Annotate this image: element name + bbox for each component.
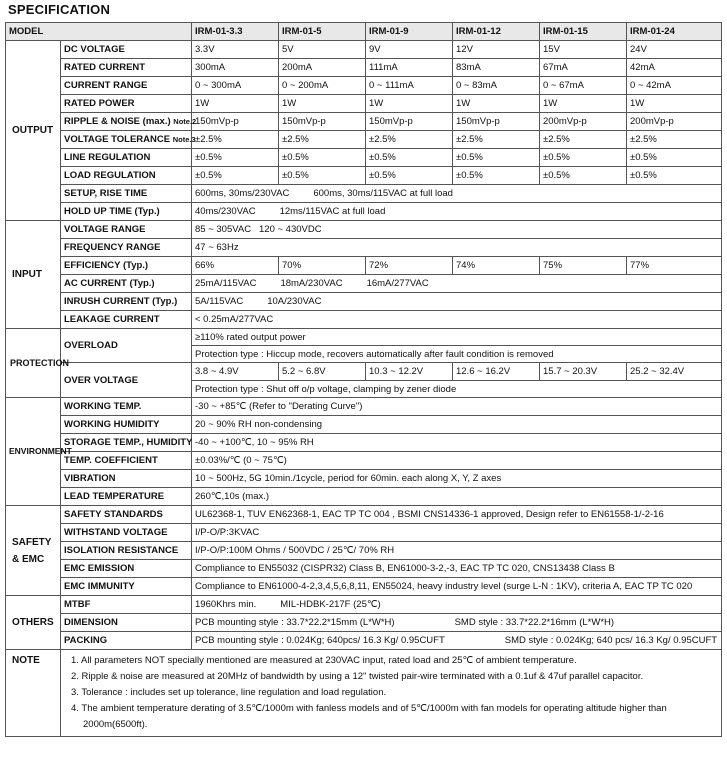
row-setup-rise-time — [6, 185, 722, 203]
spec-label: LOAD REGULATION — [61, 167, 192, 185]
spec-value: 1W — [279, 95, 366, 113]
spec-label: HOLD UP TIME (Typ.) — [61, 203, 192, 221]
row-over-voltage-1 — [6, 363, 722, 381]
row-hold-up-time — [6, 203, 722, 221]
spec-value: 150mVp-p — [192, 113, 279, 131]
row-ripple-noise — [6, 113, 722, 131]
spec-value: 12.6 ~ 16.2V — [453, 363, 540, 381]
spec-value: 5.2 ~ 6.8V — [279, 363, 366, 381]
page-title: SPECIFICATION — [8, 2, 111, 17]
row-leakage-current — [6, 311, 722, 329]
section-safety-emc: SAFETY & EMC — [6, 506, 61, 596]
spec-value: Protection type : Hiccup mode, recovers automatically after fault condition is removed — [192, 346, 722, 363]
spec-value: 1W — [627, 95, 722, 113]
spec-value: 15V — [540, 41, 627, 59]
spec-value: 77% — [627, 257, 722, 275]
spec-label: OVERLOAD — [61, 329, 192, 363]
spec-value-a: 40ms/230VAC — [195, 206, 256, 217]
spec-value: 3.8 ~ 4.9V — [192, 363, 279, 381]
spec-value — [192, 221, 722, 239]
spec-value: 72% — [366, 257, 453, 275]
spec-value: Protection type : Shut off o/p voltage, clamping by zener diode — [192, 381, 722, 398]
spec-value: ±0.5% — [279, 167, 366, 185]
spec-value-a: PCB mounting style : 33.7*22.2*15mm (L*W*H) — [195, 617, 395, 628]
spec-value: 150mVp-p — [453, 113, 540, 131]
spec-label: LEAD TEMPERATURE — [61, 488, 192, 506]
spec-label: PACKING — [61, 632, 192, 650]
spec-value: I/P-O/P:3KVAC — [192, 524, 722, 542]
spec-value-b: 120 ~ 430VDC — [259, 224, 322, 235]
spec-value: 9V — [366, 41, 453, 59]
model-label: MODEL — [6, 23, 192, 41]
spec-value-b: 600ms, 30ms/115VAC at full load — [313, 188, 453, 199]
spec-value: ±2.5% — [540, 131, 627, 149]
spec-value — [192, 203, 722, 221]
spec-value: 75% — [540, 257, 627, 275]
spec-value: ±0.03%/℃ (0 ~ 75℃) — [192, 452, 722, 470]
spec-label: TEMP. COEFFICIENT — [61, 452, 192, 470]
spec-value: 111mA — [366, 59, 453, 77]
spec-value-a: 5A/115VAC — [195, 296, 244, 307]
spec-label: WITHSTAND VOLTAGE — [61, 524, 192, 542]
spec-label — [61, 113, 197, 131]
row-working-temp — [6, 398, 722, 416]
spec-value: 0 ~ 67mA — [540, 77, 627, 95]
spec-value: 74% — [453, 257, 540, 275]
spec-value: 83mA — [453, 59, 540, 77]
spec-value — [192, 632, 722, 650]
spec-label: VIBRATION — [61, 470, 192, 488]
row-inrush-current — [6, 293, 722, 311]
spec-value — [192, 293, 722, 311]
row-line-regulation — [6, 149, 722, 167]
spec-value — [192, 185, 722, 203]
spec-value: ±0.5% — [279, 149, 366, 167]
notes-block — [61, 650, 722, 737]
model-name: IRM-01-15 — [540, 23, 627, 41]
row-dimension — [6, 614, 722, 632]
spec-label: INRUSH CURRENT (Typ.) — [61, 293, 192, 311]
note-item: 3. Tolerance : includes set up tolerance, line regulation and load regulation. — [71, 687, 387, 698]
spec-value: 12V — [453, 41, 540, 59]
spec-value: ±0.5% — [366, 149, 453, 167]
row-lead-temperature — [6, 488, 722, 506]
note-ref: Note.2 — [173, 117, 197, 126]
spec-label: FREQUENCY RANGE — [61, 239, 192, 257]
spec-value: 3.3V — [192, 41, 279, 59]
spec-label: EMC IMMUNITY — [61, 578, 192, 596]
spec-value: 0 ~ 300mA — [192, 77, 279, 95]
spec-label-text: VOLTAGE TOLERANCE — [64, 134, 171, 145]
section-note: NOTE — [6, 650, 61, 737]
spec-value — [192, 596, 722, 614]
spec-value: 150mVp-p — [279, 113, 366, 131]
spec-label: SAFETY STANDARDS — [61, 506, 192, 524]
spec-value: 67mA — [540, 59, 627, 77]
spec-value: 10.3 ~ 12.2V — [366, 363, 453, 381]
spec-value-a: 600ms, 30ms/230VAC — [195, 188, 290, 199]
row-overload-1 — [6, 329, 722, 346]
row-rated-power — [6, 95, 722, 113]
spec-label: CURRENT RANGE — [61, 77, 192, 95]
spec-value: 150mVp-p — [366, 113, 453, 131]
specification-table — [5, 22, 722, 737]
spec-value: ±2.5% — [279, 131, 366, 149]
spec-value: ±2.5% — [192, 131, 279, 149]
spec-value: 1W — [540, 95, 627, 113]
section-input: INPUT — [6, 221, 61, 329]
spec-value — [192, 275, 722, 293]
model-name: IRM-01-3.3 — [192, 23, 279, 41]
spec-value-a: 85 ~ 305VAC — [195, 224, 252, 235]
row-voltage-tolerance — [6, 131, 722, 149]
spec-value: ±0.5% — [453, 167, 540, 185]
spec-label: DIMENSION — [61, 614, 192, 632]
spec-value: I/P-O/P:100M Ohms / 500VDC / 25℃/ 70% RH — [192, 542, 722, 560]
spec-value: < 0.25mA/277VAC — [192, 311, 722, 329]
note-item: 1. All parameters NOT specially mentioned are measured at 230VAC input, rated load and 25℃ of ambient temperature. — [71, 655, 577, 666]
spec-value-b: SMD style : 33.7*22.2*16mm (L*W*H) — [454, 617, 615, 628]
row-efficiency — [6, 257, 722, 275]
spec-label: EMC EMISSION — [61, 560, 192, 578]
section-protection: PROTECTION — [6, 329, 61, 398]
row-ac-current — [6, 275, 722, 293]
model-name: IRM-01-24 — [627, 23, 722, 41]
spec-value: Compliance to EN55032 (CISPR32) Class B, EN61000-3-2,-3, EAC TP TC 020, CNS13438 Class B — [192, 560, 722, 578]
row-frequency-range — [6, 239, 722, 257]
row-emc-immunity — [6, 578, 722, 596]
spec-value: 10 ~ 500Hz, 5G 10min./1cycle, period for 60min. each along X, Y, Z axes — [192, 470, 722, 488]
row-packing — [6, 632, 722, 650]
spec-label: SETUP, RISE TIME — [61, 185, 192, 203]
spec-value-b: 18mA/230VAC — [280, 278, 343, 289]
spec-value: 15.7 ~ 20.3V — [540, 363, 627, 381]
note-item: 4. The ambient temperature derating of 3.5℃/1000m with fanless models and of 5℃/1000m with fan models for operating altitude higher than 2000m(6500ft). — [71, 703, 667, 730]
spec-value: ±0.5% — [192, 149, 279, 167]
spec-value: 260℃,10s (max.) — [192, 488, 722, 506]
spec-value: ±0.5% — [453, 149, 540, 167]
model-header-row — [6, 23, 722, 41]
spec-value: ±0.5% — [627, 167, 722, 185]
spec-value-a: PCB mounting style : 0.024Kg; 640pcs/ 16.3 Kg/ 0.95CUFT — [195, 635, 445, 646]
spec-value: 300mA — [192, 59, 279, 77]
spec-value: 24V — [627, 41, 722, 59]
row-notes — [6, 650, 722, 737]
spec-value-b: SMD style : 0.024Kg; 640 pcs/ 16.3 Kg/ 0.95CUFT — [504, 635, 718, 646]
spec-value: UL62368-1, TUV EN62368-1, EAC TP TC 004 , BSMI CNS14336-1 approved, Design refer to EN61558-1/-2-16 — [192, 506, 722, 524]
spec-value: 1W — [192, 95, 279, 113]
spec-label: STORAGE TEMP., HUMIDITY — [61, 434, 192, 452]
row-load-regulation — [6, 167, 722, 185]
row-emc-emission — [6, 560, 722, 578]
spec-label: LINE REGULATION — [61, 149, 192, 167]
spec-value: 5V — [279, 41, 366, 59]
row-vibration — [6, 470, 722, 488]
model-name: IRM-01-5 — [279, 23, 366, 41]
spec-label: DC VOLTAGE — [61, 41, 192, 59]
section-output: OUTPUT — [6, 41, 61, 221]
spec-value: 25.2 ~ 32.4V — [627, 363, 722, 381]
spec-label: WORKING TEMP. — [61, 398, 192, 416]
spec-value: 1W — [453, 95, 540, 113]
model-name: IRM-01-9 — [366, 23, 453, 41]
spec-label: ISOLATION RESISTANCE — [61, 542, 192, 560]
spec-value-b: 12ms/115VAC at full load — [279, 206, 386, 217]
spec-value: ±0.5% — [627, 149, 722, 167]
spec-value: 70% — [279, 257, 366, 275]
spec-value: ±0.5% — [366, 167, 453, 185]
spec-label: MTBF — [61, 596, 192, 614]
spec-label: EFFICIENCY (Typ.) — [61, 257, 192, 275]
spec-label — [61, 131, 196, 149]
row-voltage-range — [6, 221, 722, 239]
spec-value: 0 ~ 111mA — [366, 77, 453, 95]
row-current-range — [6, 77, 722, 95]
note-item: 2. Ripple & noise are measured at 20MHz of bandwidth by using a 12" twisted pair-wire terminated with a 0.1uf & 47uf parallel capacitor. — [71, 671, 644, 682]
row-working-humidity — [6, 416, 722, 434]
spec-value: 0 ~ 42mA — [627, 77, 722, 95]
spec-value: 200mA — [279, 59, 366, 77]
row-storage-temp — [6, 434, 722, 452]
spec-value-c: 16mA/277VAC — [366, 278, 429, 289]
spec-label: OVER VOLTAGE — [61, 363, 192, 398]
spec-value: ±2.5% — [366, 131, 453, 149]
section-environment: ENVIRONMENT — [6, 398, 61, 506]
spec-value: 1W — [366, 95, 453, 113]
section-others: OTHERS — [6, 596, 61, 650]
row-rated-current — [6, 59, 722, 77]
spec-value: -30 ~ +85℃ (Refer to "Derating Curve") — [192, 398, 722, 416]
note-ref: Note.3 — [172, 135, 196, 144]
spec-value: 66% — [192, 257, 279, 275]
spec-label: WORKING HUMIDITY — [61, 416, 192, 434]
spec-value: 42mA — [627, 59, 722, 77]
spec-value: 200mVp-p — [627, 113, 722, 131]
spec-value: ±0.5% — [540, 167, 627, 185]
spec-value: ≥110% rated output power — [192, 329, 722, 346]
spec-label: VOLTAGE RANGE — [61, 221, 192, 239]
row-mtbf — [6, 596, 722, 614]
spec-value-b: MIL-HDBK-217F (25℃) — [280, 599, 381, 610]
spec-value: ±0.5% — [540, 149, 627, 167]
spec-value: Compliance to EN61000-4-2,3,4,5,6,8,11, EN55024, heavy industry level (surge L-N : 1KV), criteria A, EAC TP TC 020 — [192, 578, 722, 596]
spec-value — [192, 614, 722, 632]
spec-value: ±2.5% — [627, 131, 722, 149]
spec-label: LEAKAGE CURRENT — [61, 311, 192, 329]
spec-label: RATED CURRENT — [61, 59, 192, 77]
row-isolation-resistance — [6, 542, 722, 560]
spec-value: ±2.5% — [453, 131, 540, 149]
model-name: IRM-01-12 — [453, 23, 540, 41]
spec-value: 47 ~ 63Hz — [192, 239, 722, 257]
spec-value-a: 25mA/115VAC — [195, 278, 257, 289]
row-safety-standards — [6, 506, 722, 524]
spec-label-text: RIPPLE & NOISE (max.) — [64, 116, 171, 127]
spec-value: 200mVp-p — [540, 113, 627, 131]
row-withstand-voltage — [6, 524, 722, 542]
spec-value-b: 10A/230VAC — [267, 296, 322, 307]
row-temp-coefficient — [6, 452, 722, 470]
spec-value: ±0.5% — [192, 167, 279, 185]
row-dc-voltage — [6, 41, 722, 59]
spec-value: -40 ~ +100℃, 10 ~ 95% RH — [192, 434, 722, 452]
spec-value: 0 ~ 200mA — [279, 77, 366, 95]
spec-label: AC CURRENT (Typ.) — [61, 275, 192, 293]
spec-value-a: 1960Khrs min. — [195, 599, 257, 610]
spec-value: 20 ~ 90% RH non-condensing — [192, 416, 722, 434]
spec-value: 0 ~ 83mA — [453, 77, 540, 95]
spec-label: RATED POWER — [61, 95, 192, 113]
